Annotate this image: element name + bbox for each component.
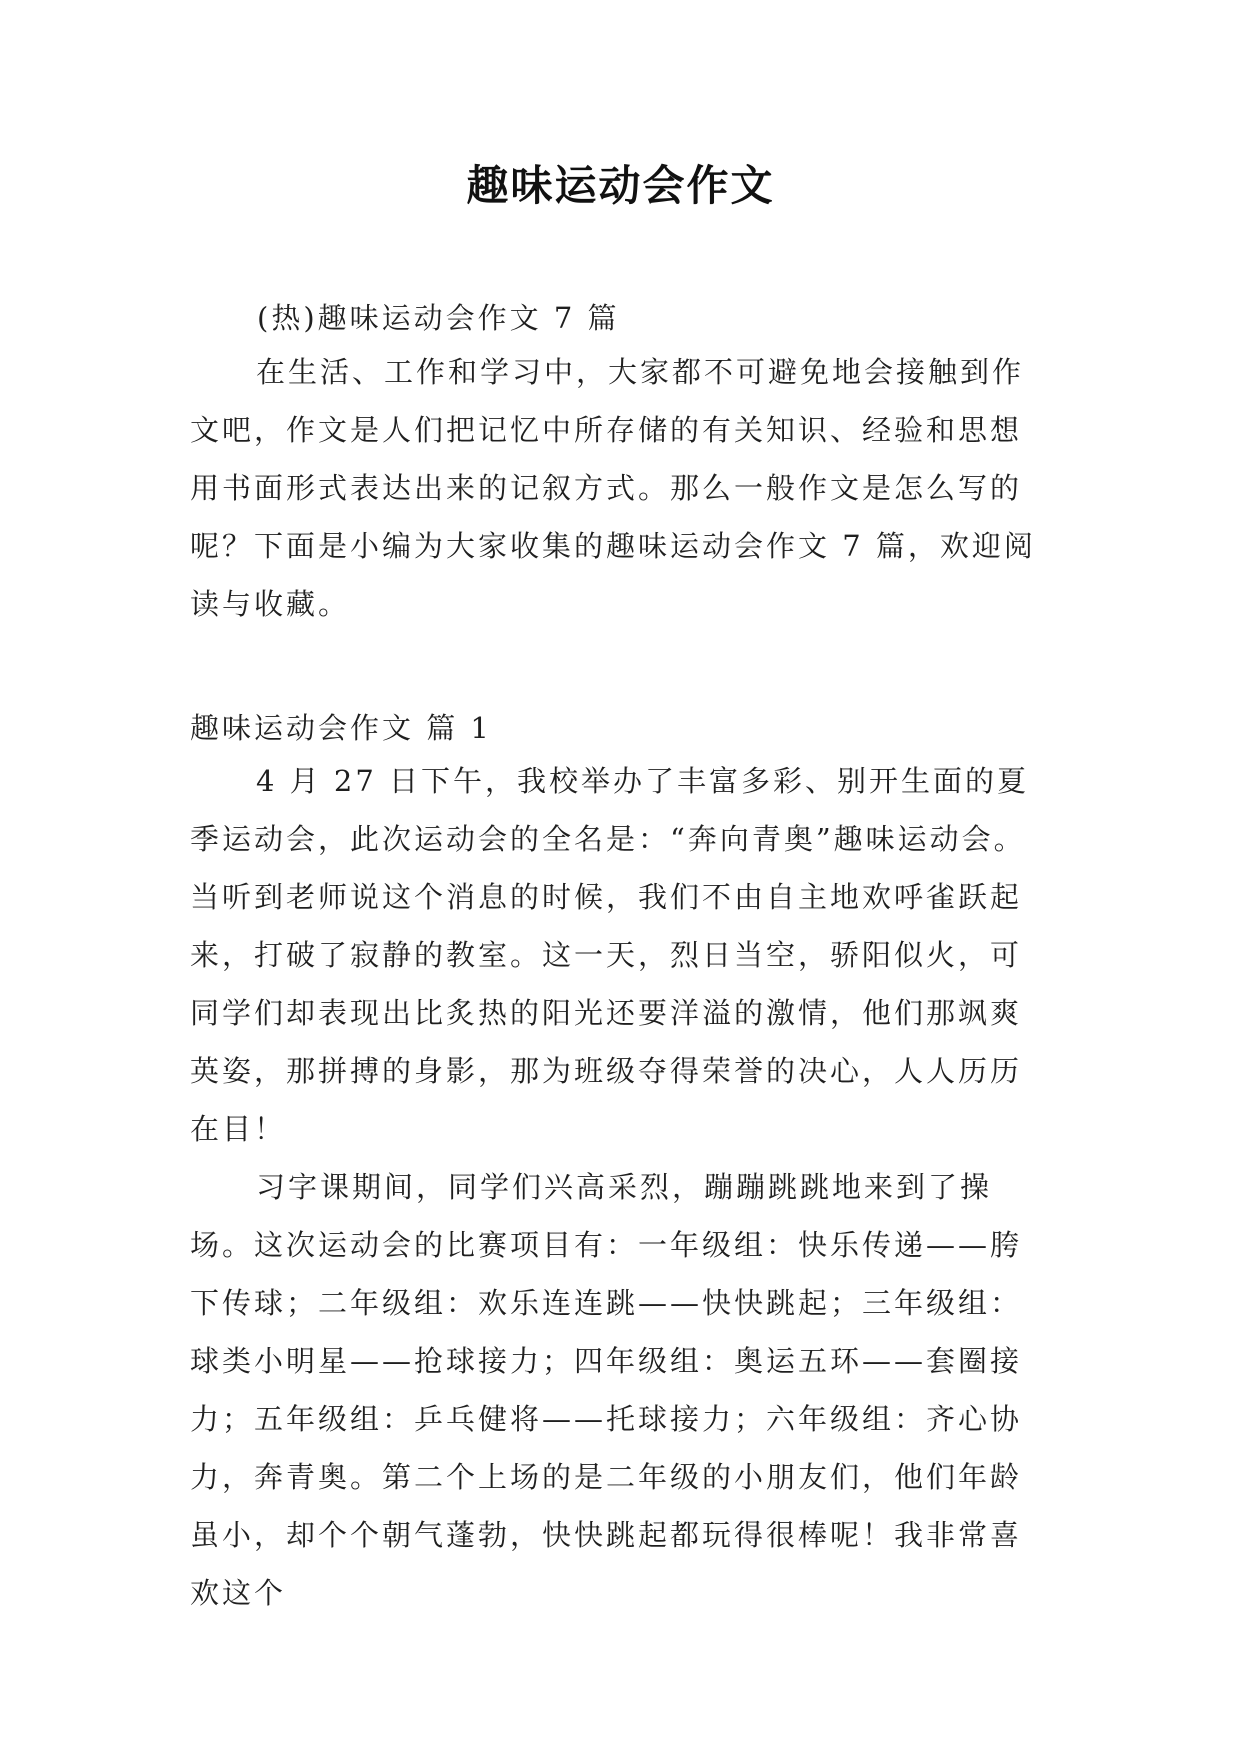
body-paragraph: 4 月 27 日下午，我校举办了丰富多彩、别开生面的夏季运动会，此次运动会的全名是：“奔向青奥”趣味运动会。当听到老师说这个消息的时候，我们不由自主地欢呼雀跃起来，打破了寂静的教室。这一天，烈日当空，骄阳似火，可同学们却表现出比炙热的阳光还要洋溢的激情，他们那飒爽英姿，那拼搏的身影，那为班级夺得荣誉的决心，人人历历在目！ — [190, 764, 1030, 1146]
section-heading: 趣味运动会作文 篇 1 — [190, 711, 492, 745]
document-subtitle: (热)趣味运动会作文 7 篇 — [257, 301, 620, 335]
body-paragraph: 习字课期间，同学们兴高采烈，蹦蹦跳跳地来到了操场。这次运动会的比赛项目有：一年级组：快乐传递——胯下传球；二年级组：欢乐连连跳——快快跳起；三年级组：球类小明星——抢球接力；四年级组：奥运五环——套圈接力；五年级组：乒乓健将——托球接力；六年级组：齐心协力，奔青奥。第二个上场的是二年级的小朋友们，他们年龄虽小，却个个朝气蓬勃，快快跳起都玩得很棒呢！我非常喜欢这个 — [190, 1170, 1023, 1610]
document-title: 趣味运动会作文 — [466, 161, 775, 210]
intro-paragraph: 在生活、工作和学习中，大家都不可避免地会接触到作文吧，作文是人们把记忆中所存储的有关知识、经验和思想用书面形式表达出来的记叙方式。那么一般作文是怎么写的呢？下面是小编为大家收集的趣味运动会作文 7 篇，欢迎阅读与收藏。 — [190, 355, 1036, 621]
